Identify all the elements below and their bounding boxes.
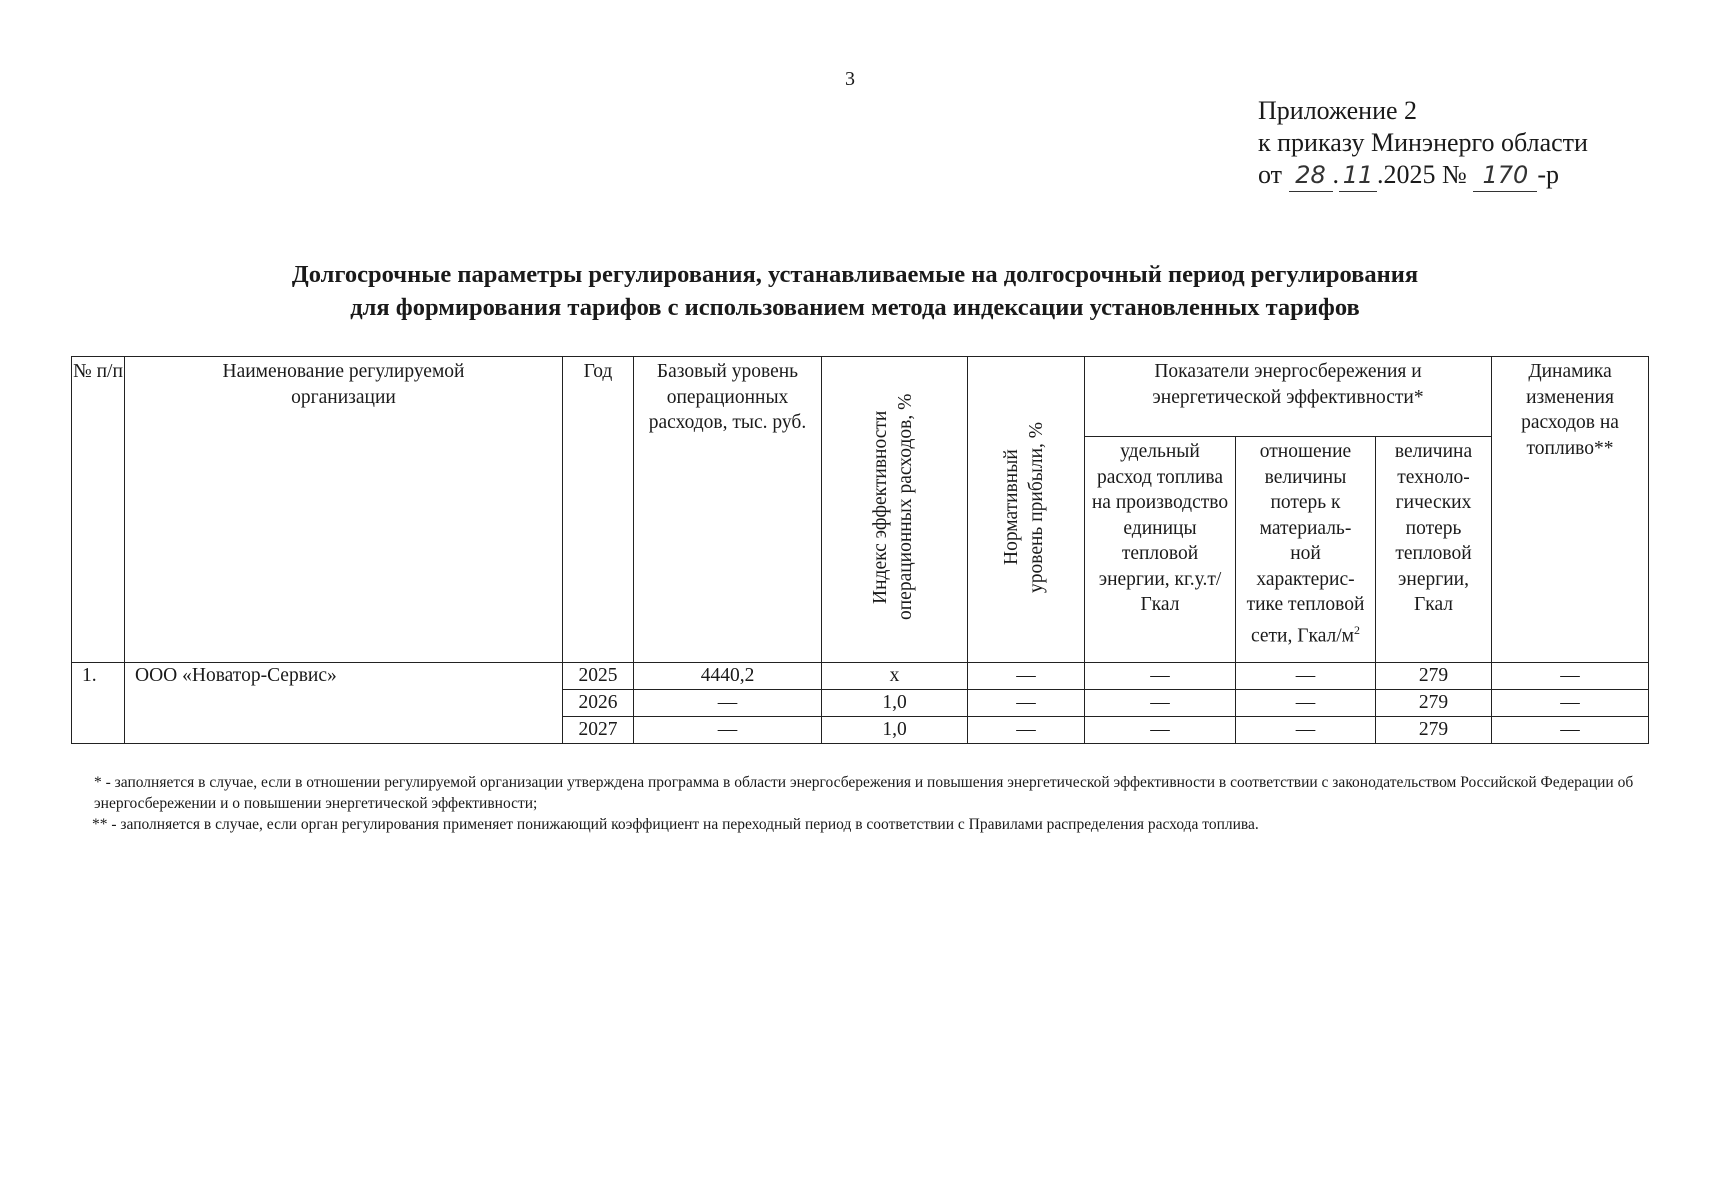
order-month: 11	[1342, 161, 1374, 189]
cell-year: 2027	[563, 717, 634, 744]
cell-loss-ratio: —	[1236, 690, 1376, 717]
cell-profit-level: —	[968, 663, 1085, 690]
cell-efficiency-index: 1,0	[822, 690, 968, 717]
header-num: № п/п	[72, 357, 125, 663]
cell-fuel-specific: —	[1085, 663, 1236, 690]
header-base-opex: Базовый уровень операционных расходов, тыс. руб.	[634, 357, 822, 663]
order-number: 170	[1482, 161, 1529, 189]
parameters-table	[71, 356, 1649, 744]
header-fuel-dynamics: Динамика изменения расходов на топливо**	[1492, 357, 1649, 663]
header-fuel-specific: удельный расход топлива на производство единицы тепловой энергии, кг.у.т/Гкал	[1085, 437, 1236, 663]
cell-fuel-dynamics: —	[1492, 663, 1649, 690]
header-loss-ratio: отношение величины потерь к материаль-ной характерис-тике тепловой сети, Гкал/$м^2$	[1236, 437, 1376, 663]
order-day: 28	[1295, 161, 1326, 189]
cell-efficiency-index: х	[822, 663, 968, 690]
cell-loss-ratio: —	[1236, 663, 1376, 690]
cell-base-opex: —	[634, 690, 822, 717]
title-line2: для формирования тарифов с использованием метода индексации установленных тарифов	[350, 294, 1360, 321]
cell-tech-losses: 279	[1376, 663, 1492, 690]
page-number: 3	[845, 68, 855, 90]
footnotes	[94, 772, 1634, 835]
cell-fuel-specific: —	[1085, 717, 1236, 744]
footnote-2: ** - заполняется в случае, если орган регулирования применяет понижающий коэффициент на переходный период в соответствии с Правилами распределения расхода топлива.	[92, 816, 1259, 833]
appendix-date-line: от 28 . 11 .2025 № 170 -р	[1258, 159, 1588, 192]
cell-year: 2025	[563, 663, 634, 690]
cell-base-opex: —	[634, 717, 822, 744]
cell-base-opex: 4440,2	[634, 663, 822, 690]
appendix-line1: Приложение 2	[1258, 96, 1418, 125]
header-tech-losses: величина техноло-гических потерь тепловой энергии, Гкал	[1376, 437, 1492, 663]
appendix-line2: к приказу Минэнерго области	[1258, 128, 1588, 157]
appendix-block	[1258, 95, 1588, 192]
cell-tech-losses: 279	[1376, 717, 1492, 744]
cell-loss-ratio: —	[1236, 717, 1376, 744]
title-line1: Долгосрочные параметры регулирования, устанавливаемые на долгосрочный период регулирования	[291, 261, 1419, 288]
header-year: Год	[563, 357, 634, 663]
cell-profit-level: —	[968, 690, 1085, 717]
date-prefix: от	[1258, 160, 1283, 189]
cell-efficiency-index: 1,0	[822, 717, 968, 744]
cell-fuel-dynamics: —	[1492, 717, 1649, 744]
cell-profit-level: —	[968, 717, 1085, 744]
cell-tech-losses: 279	[1376, 690, 1492, 717]
row-num: 1.	[72, 663, 125, 744]
document-title	[100, 258, 1610, 324]
cell-fuel-dynamics: —	[1492, 690, 1649, 717]
cell-year: 2026	[563, 690, 634, 717]
cell-fuel-specific: —	[1085, 690, 1236, 717]
header-energy-group: Показатели энергосбережения и энергетической эффективности*	[1085, 357, 1492, 437]
table-row	[72, 663, 1649, 690]
footnote-1: * - заполняется в случае, если в отношении регулируемой организации утверждена программа в области энергосбережения и повышения энергетической эффективности в соответствии с законодательством Российской Федерации об энергосбережении и о повышении энергетической эффективности;	[94, 774, 1634, 812]
header-efficiency-index: Индекс эффективности операционных расходов, %	[822, 357, 968, 663]
order-suffix: -р	[1537, 160, 1560, 189]
header-profit-level: Нормативный уровень прибыли, %	[968, 357, 1085, 663]
order-year: .2025 №	[1377, 160, 1467, 189]
header-org: Наименование регулируемой организации	[125, 357, 563, 663]
row-org: ООО «Новатор-Сервис»	[125, 663, 563, 744]
